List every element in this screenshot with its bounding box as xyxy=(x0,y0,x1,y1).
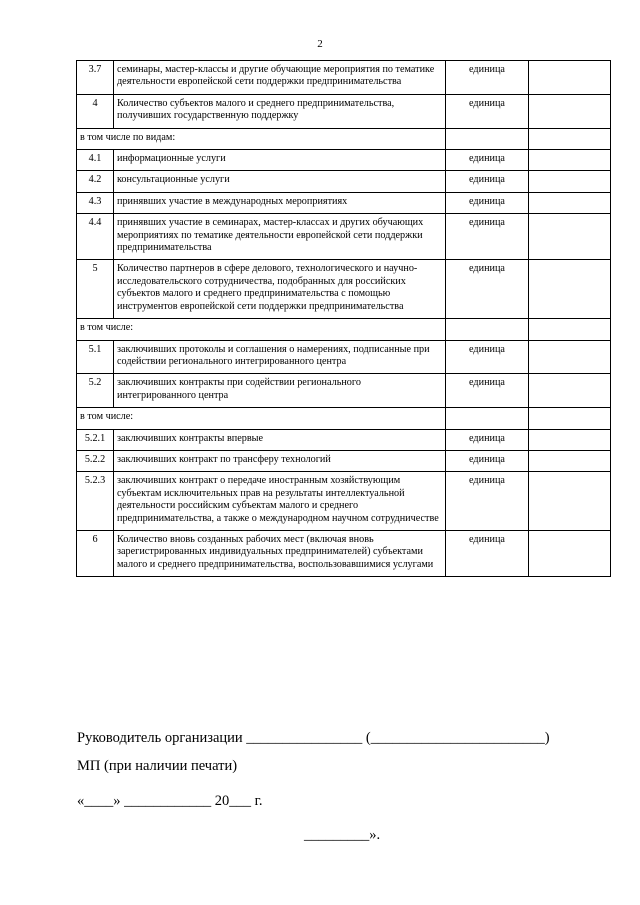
indicator-name: заключивших контракт по трансферу технологий xyxy=(114,450,446,471)
indicator-name: консультационные услуги xyxy=(114,171,446,192)
value-cell xyxy=(529,374,611,408)
page-number: 2 xyxy=(317,38,323,50)
row-number: 4.2 xyxy=(77,171,114,192)
unit-cell: единица xyxy=(446,192,529,213)
table-group-row xyxy=(77,319,611,340)
value-cell xyxy=(529,472,611,531)
table-row xyxy=(77,450,611,471)
row-number: 4.3 xyxy=(77,192,114,213)
table-row xyxy=(77,340,611,374)
indicator-name: семинары, мастер-классы и другие обучающие мероприятия по тематике деятельности европейской сети поддержки предпринимательства xyxy=(114,61,446,95)
value-cell xyxy=(529,408,611,429)
unit-cell xyxy=(446,128,529,149)
value-cell xyxy=(529,450,611,471)
row-number: 4.1 xyxy=(77,150,114,171)
group-label: в том числе: xyxy=(77,408,446,429)
indicator-name: принявших участие в международных мероприятиях xyxy=(114,192,446,213)
date-line: «____» ____________ 20___ г. xyxy=(77,793,263,809)
table-row xyxy=(77,94,611,128)
value-cell xyxy=(529,94,611,128)
table-row xyxy=(77,472,611,531)
table-row xyxy=(77,214,611,260)
row-number: 5.2.1 xyxy=(77,429,114,450)
value-cell xyxy=(529,150,611,171)
value-cell xyxy=(529,260,611,319)
unit-cell: единица xyxy=(446,530,529,576)
unit-cell: единица xyxy=(446,61,529,95)
value-cell xyxy=(529,171,611,192)
table-row xyxy=(77,260,611,319)
indicator-name: Количество партнеров в сфере делового, технологического и научно-исследовательского сотрудничества, подобранных для российских субъектов малого и среднего предпринимательства с помощью инструментов европейской сети поддержки предпринимательства xyxy=(114,260,446,319)
indicator-name: заключивших протоколы и соглашения о намерениях, подписанные при содействии регионального интегрированного центра xyxy=(114,340,446,374)
row-number: 5.1 xyxy=(77,340,114,374)
unit-cell xyxy=(446,319,529,340)
stamp-line: МП (при наличии печати) xyxy=(77,758,238,774)
group-label: в том числе: xyxy=(77,319,446,340)
unit-cell: единица xyxy=(446,340,529,374)
value-cell xyxy=(529,128,611,149)
table-row xyxy=(77,429,611,450)
indicator-name: заключивших контракты впервые xyxy=(114,429,446,450)
unit-cell: единица xyxy=(446,214,529,260)
value-cell xyxy=(529,340,611,374)
value-cell xyxy=(529,530,611,576)
table-row xyxy=(77,530,611,576)
row-number: 5.2.3 xyxy=(77,472,114,531)
table-group-row xyxy=(77,128,611,149)
unit-cell: единица xyxy=(446,150,529,171)
indicator-name: заключивших контракт о передаче иностранным хозяйствующим субъектам исключительных прав на результаты интеллектуальной деятельности российским субъектам малого и среднего предпринимательства, а также о международном научном сотрудничестве xyxy=(114,472,446,531)
value-cell xyxy=(529,319,611,340)
closing-line: _________». xyxy=(304,827,381,843)
table-row xyxy=(77,374,611,408)
row-number: 3.7 xyxy=(77,61,114,95)
group-label: в том числе по видам: xyxy=(77,128,446,149)
indicator-name: Количество вновь созданных рабочих мест (включая вновь зарегистрированных индивидуальных предпринимателей) субъектами малого и среднего предпринимательства, воспользовавшимися услугами xyxy=(114,530,446,576)
indicator-name: информационные услуги xyxy=(114,150,446,171)
row-number: 5.2 xyxy=(77,374,114,408)
indicator-name: принявших участие в семинарах, мастер-классах и других обучающих мероприятиях по тематике деятельности европейской сети поддержки предпринимательства xyxy=(114,214,446,260)
row-number: 5 xyxy=(77,260,114,319)
table-group-row xyxy=(77,408,611,429)
unit-cell xyxy=(446,408,529,429)
table-row xyxy=(77,61,611,95)
unit-cell: единица xyxy=(446,171,529,192)
signature-line: Руководитель организации ________________ (________________________) xyxy=(77,730,550,746)
unit-cell: единица xyxy=(446,472,529,531)
table-row xyxy=(77,171,611,192)
row-number: 5.2.2 xyxy=(77,450,114,471)
value-cell xyxy=(529,192,611,213)
unit-cell: единица xyxy=(446,94,529,128)
value-cell xyxy=(529,429,611,450)
row-number: 4 xyxy=(77,94,114,128)
indicators-table xyxy=(76,60,611,577)
indicator-name: заключивших контракты при содействии регионального интегрированного центра xyxy=(114,374,446,408)
value-cell xyxy=(529,214,611,260)
row-number: 4.4 xyxy=(77,214,114,260)
unit-cell: единица xyxy=(446,450,529,471)
indicator-name: Количество субъектов малого и среднего предпринимательства, получивших государственную поддержку xyxy=(114,94,446,128)
unit-cell: единица xyxy=(446,429,529,450)
table-row xyxy=(77,150,611,171)
row-number: 6 xyxy=(77,530,114,576)
unit-cell: единица xyxy=(446,374,529,408)
table-row xyxy=(77,192,611,213)
unit-cell: единица xyxy=(446,260,529,319)
value-cell xyxy=(529,61,611,95)
